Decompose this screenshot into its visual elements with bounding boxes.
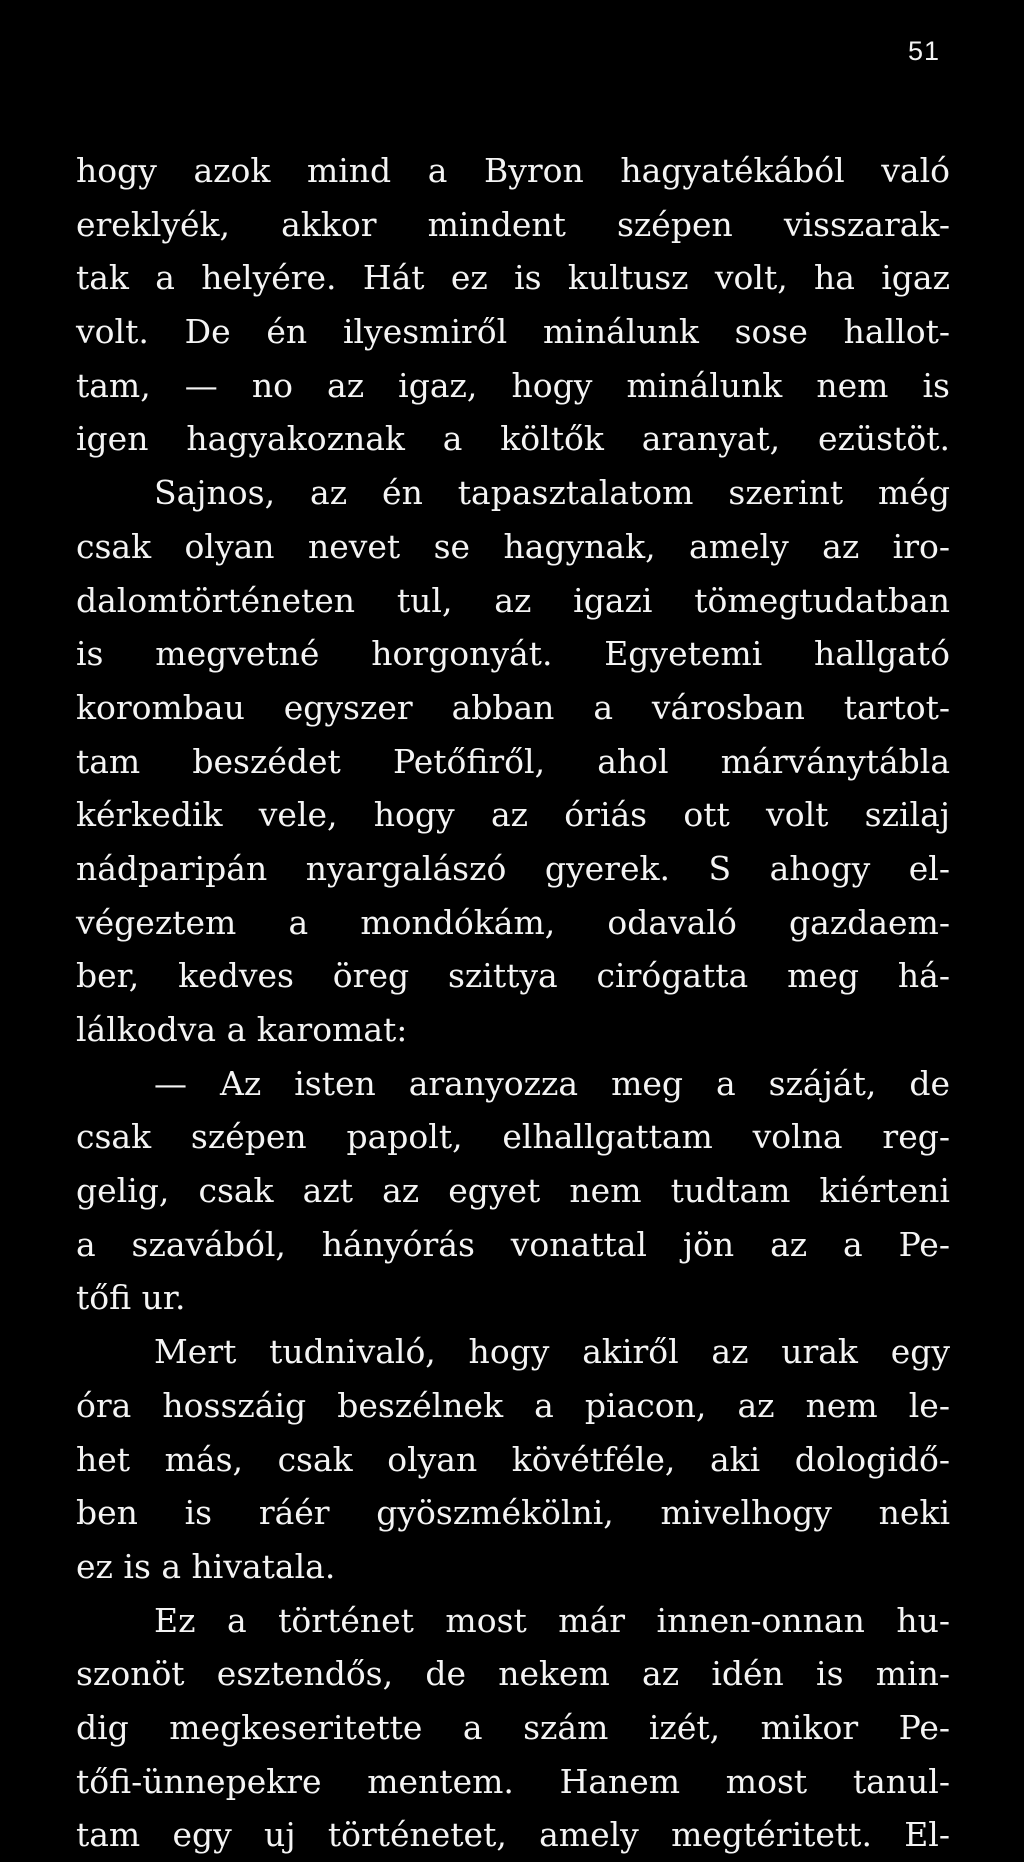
text-line: kérkedik vele, hogy az óriás ott volt szilaj — [76, 795, 950, 835]
text-line: csak szépen papolt, elhallgattam volna reg- — [76, 1117, 950, 1157]
text-line: tam beszédet Petőfiről, ahol márványtábla — [76, 741, 950, 781]
text-line: gelig, csak azt az egyet nem tudtam kiérteni — [76, 1171, 950, 1211]
body-text — [76, 144, 950, 1862]
text-line: Ez a történet most már innen-onnan hu- — [154, 1600, 950, 1640]
text-line: dig megkeseritette a szám izét, mikor Pe- — [76, 1707, 950, 1747]
text-line: ez is a hivatala. — [76, 1546, 336, 1586]
text-line: tam, — no az igaz, hogy minálunk nem is — [76, 365, 950, 405]
text-line: lálkodva a karomat: — [76, 1010, 408, 1049]
text-line: korombau egyszer abban a városban tartot- — [76, 687, 950, 727]
text-line: tam egy uj történetet, amely megtéritett. El- — [76, 1815, 950, 1855]
text-line: tőfi ur. — [76, 1278, 186, 1318]
text-line: a szavából, hányórás vonattal jön az a Pe- — [76, 1224, 950, 1264]
text-line: dalomtörténeten tul, az igazi tömegtudatban — [76, 580, 950, 620]
text-line: volt. De én ilyesmiről minálunk sose hallot- — [76, 312, 950, 352]
text-line: is megvetné horgonyát. Egyetemi hallgató — [76, 634, 950, 674]
text-line: ereklyék, akkor mindent szépen visszarak- — [76, 204, 950, 244]
text-line: hogy azok mind a Byron hagyatékából való — [76, 151, 950, 190]
text-line: tőfi-ünnepekre mentem. Hanem most tanul- — [76, 1761, 950, 1801]
text-line: szonöt esztendős, de nekem az idén is min- — [76, 1654, 950, 1694]
text-line: Mert tudnivaló, hogy akiről az urak egy — [154, 1332, 950, 1372]
text-line: óra hosszáig beszélnek a piacon, az nem le- — [76, 1385, 950, 1425]
text-line: Sajnos, az én tapasztalatom szerint még — [154, 473, 950, 513]
page-number: 51 — [907, 36, 940, 66]
text-line: tak a helyére. Hát ez is kultusz volt, ha igaz — [76, 258, 950, 298]
text-line: nádparipán nyargalászó gyerek. S ahogy el- — [76, 848, 950, 888]
text-line: ber, kedves öreg szittya cirógatta meg há- — [76, 956, 950, 996]
text-line: igen hagyakoznak a költők aranyat, ezüstöt. — [76, 419, 950, 459]
text-line: csak olyan nevet se hagynak, amely az iro- — [76, 526, 950, 566]
text-line: het más, csak olyan kövétféle, aki dologidő- — [76, 1439, 950, 1479]
text-line: — Az isten aranyozza meg a száját, de — [154, 1063, 950, 1103]
text-line: ben is ráér gyöszmékölni, mivelhogy neki — [76, 1493, 950, 1533]
text-line: végeztem a mondókám, odavaló gazdaem- — [76, 902, 950, 942]
